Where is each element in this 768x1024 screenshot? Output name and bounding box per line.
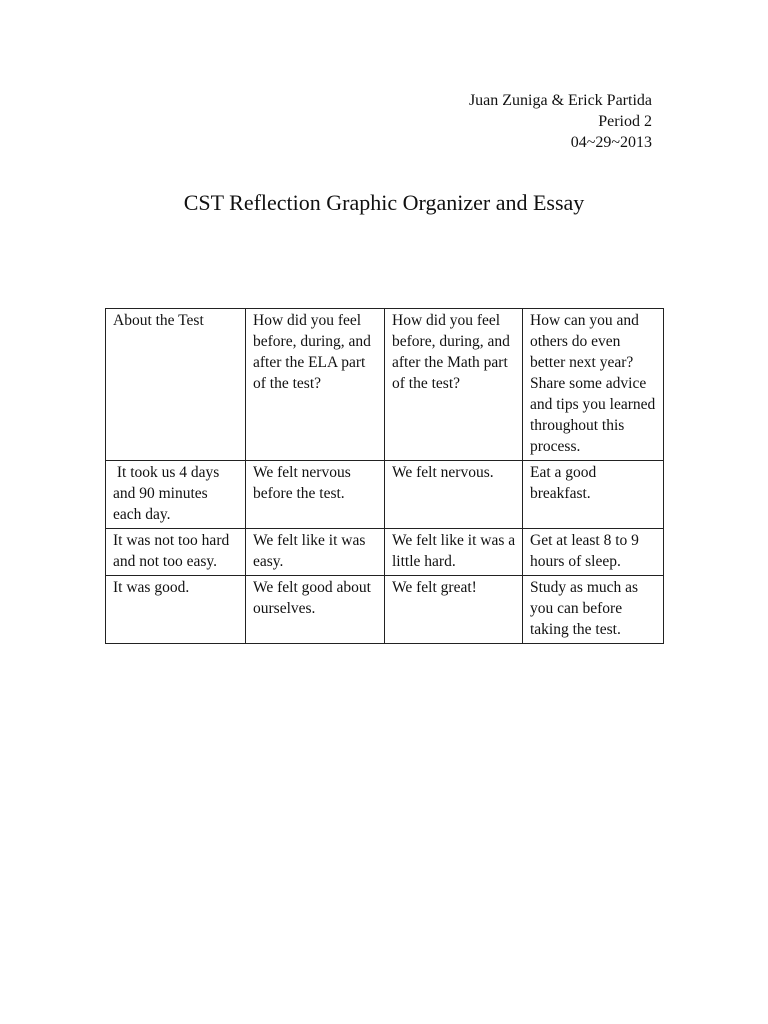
table-cell: Study as much as you can before taking the test. — [523, 576, 664, 644]
header-cell-about-test: About the Test — [106, 309, 246, 461]
table-cell: Eat a good breakfast. — [523, 461, 664, 529]
table-cell: It took us 4 days and 90 minutes each day. — [106, 461, 246, 529]
document-header — [469, 90, 652, 153]
header-cell-math-feelings: How did you feel before, during, and after the Math part of the test? — [385, 309, 523, 461]
header-cell-ela-feelings: How did you feel before, during, and after the ELA part of the test? — [246, 309, 385, 461]
date-line: 04~29~2013 — [570, 134, 652, 151]
table-cell: We felt great! — [385, 576, 523, 644]
table-row — [106, 529, 664, 576]
header-cell-advice: How can you and others do even better next year? Share some advice and tips you learned throughout this process. — [523, 309, 664, 461]
table-cell: We felt nervous. — [385, 461, 523, 529]
table-cell: Get at least 8 to 9 hours of sleep. — [523, 529, 664, 576]
table-header-row — [106, 309, 664, 461]
graphic-organizer-table — [105, 308, 664, 644]
table-cell: It was good. — [106, 576, 246, 644]
table-row — [106, 461, 664, 529]
table-cell: We felt nervous before the test. — [246, 461, 385, 529]
table-cell: We felt like it was easy. — [246, 529, 385, 576]
document-title: CST Reflection Graphic Organizer and Essay — [183, 190, 585, 215]
authors-line: Juan Zuniga & Erick Partida — [468, 92, 652, 109]
table-cell: It was not too hard and not too easy. — [106, 529, 246, 576]
period-line: Period 2 — [598, 113, 652, 130]
table-row — [106, 576, 664, 644]
table-cell: We felt like it was a little hard. — [385, 529, 523, 576]
table-cell: We felt good about ourselves. — [246, 576, 385, 644]
